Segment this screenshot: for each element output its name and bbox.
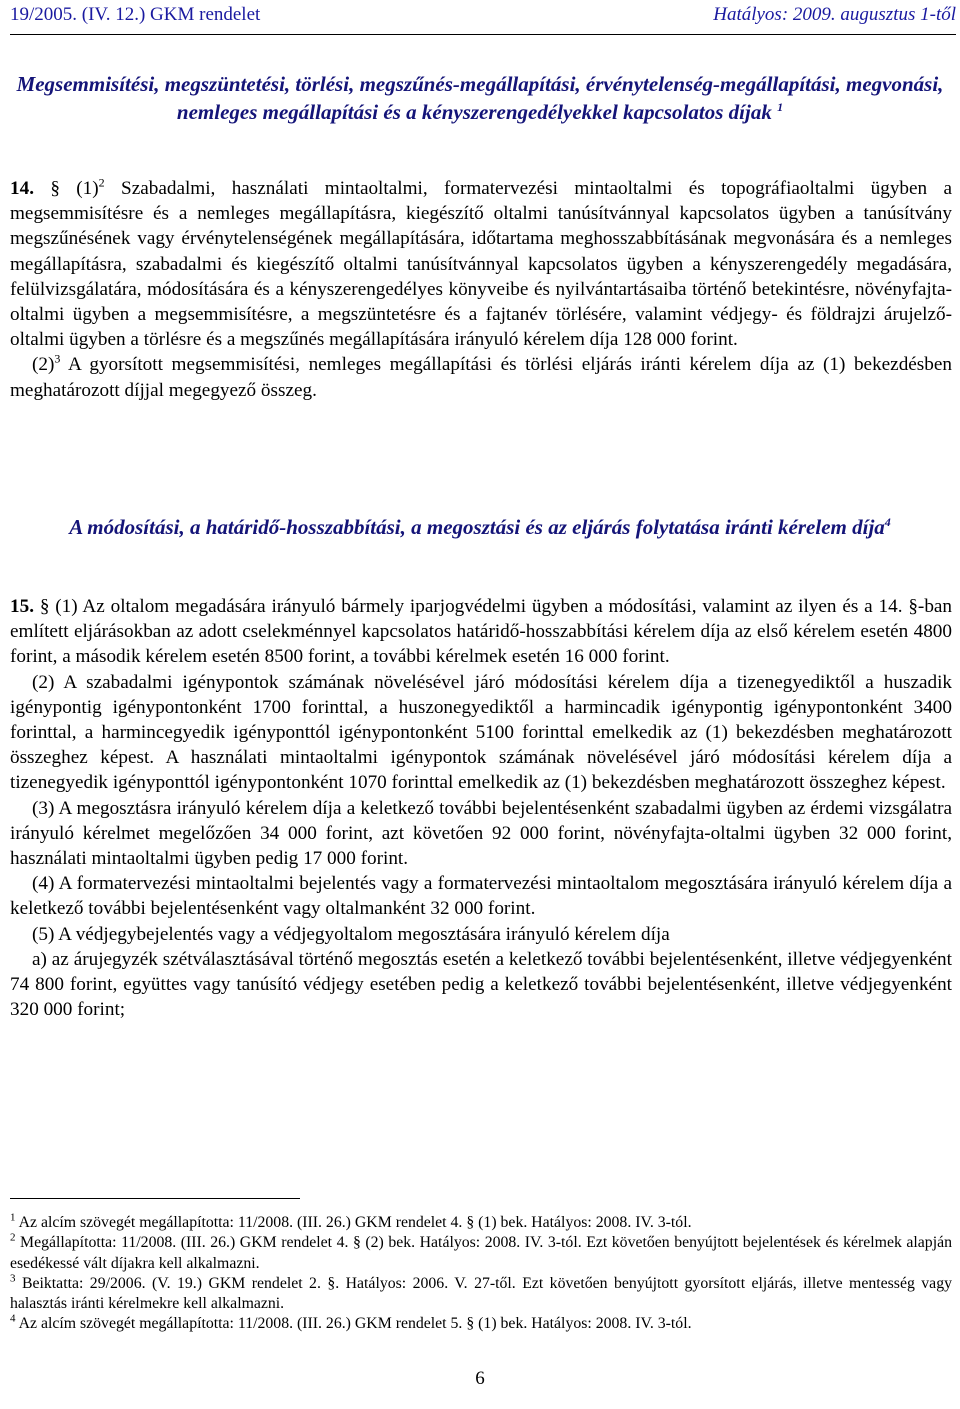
subsection-label: (2) [32,354,55,376]
footnote-separator [10,1198,300,1199]
footnote-text: Megállapította: 11/2008. (III. 26.) GKM rendelet 4. § (2) bek. Hatályos: 2008. IV. 3-tól. Ezt követően benyújtott bejelentések és kérelmek alapján esedékessé vált díjakra kell alkalmazni. [10,1234,952,1272]
paragraph-15-point-a: a) az árujegyzék szétválasztásával történő megosztás esetén a keletkező további bejelentésenként, illetve védjegyenként 74 800 forint, együttes vagy tanúsító védjegy esetében pedig a keletkező további bejelentésenként, illetve védjegyenként 320 000 forint; [10,948,952,1021]
footnote-ref[interactable]: 4 [884,515,891,529]
section-sign: § [50,178,60,199]
header-regulation-id: 19/2005. (IV. 12.) GKM rendelet [10,4,261,25]
footnote-text: Az alcím szövegét megállapította: 11/2008. (III. 26.) GKM rendelet 5. § (1) bek. Hatályos: 2008. IV. 3-tól. [18,1315,692,1333]
section-title-annulment-fees [10,70,950,126]
footnotes [10,1213,952,1335]
footnote-number: 2 [10,1232,16,1245]
section-title-modification-fees [10,513,950,541]
paragraph-number: 14. [10,178,34,199]
paragraph-14 [10,176,952,403]
header-effective-date: Hatályos: 2009. augusztus 1-től [713,4,956,25]
footnote-text: Az alcím szövegét megállapította: 11/2008. (III. 26.) GKM rendelet 4. § (1) bek. Hatályos: 2008. IV. 3-tól. [18,1214,692,1231]
paragraph-15-subsection-2: (2) A szabadalmi igénypontok számának növelésével járó módosítási kérelem díja a tizenegyediktől a huszadik igénypontig igénypontonként 1700 forinttal, a huszonegyediktől a harmincadik igénypontig igénypontonként 3400 forinttal, a harmincegyedik igényponttól igénypontonként 5100 forinttal emelkedik az (1) bekezdésben meghatározott összeghez képest. A használati mintaoltalmi igénypontok számának növelésével járó módosítási kérelem díja a tizenegyedik igényponttól igénypontonként 1070 forinttal emelkedik az (1) bekezdésben meghatározott összeghez képest. [10,671,952,794]
footnote-ref[interactable]: 3 [54,352,61,367]
footnote-ref[interactable]: 1 [777,100,784,114]
footnote-number: 3 [10,1272,16,1285]
paragraph-15 [10,594,952,1022]
footnote-number: 4 [10,1313,16,1326]
subsection-text: Szabadalmi, használati mintaoltalmi, formatervezési mintaoltalmi és topográfiaoltalmi ügyben a megsemmisítésre és a nemleges megállapításra, kiegészítő oltalmi tanúsítvánnyal kapcsolatos ügyben a tanúsítvány megszűnésének vagy érvénytelenségének megállapítására, időtartama meghosszabbításának megvonására és a nemleges megállapításra, szabadalmi és kiegészítő oltalmi tanúsítvánnyal kapcsolatos ügyben a kényszerengedély megadására, felülvizsgálatára, módosítására és a kényszerengedélyes könyveibe és nyilvántartásaiba történő betekintésre, növényfajta-oltalmi ügyben a megsemmisítésre, a megszüntetésre és a fajtanév törlésére, valamint védjegy- és földrajzi árujelző-oltalmi ügyben a törlésre és a megszűnés megállapítására irányuló kérelem díja 128 000 forint. [10,178,952,351]
subsection-label: (1) [76,178,99,199]
footnote-3 [10,1274,952,1315]
footnote-2 [10,1233,952,1274]
paragraph-14-subsection-2 [10,352,952,402]
page-header [10,0,956,35]
section-title-text: A módosítási, a határidő-hosszabbítási, a megosztási és az eljárás folytatása iránti kérelem díja [69,515,885,539]
footnote-text: Beiktatta: 29/2006. (V. 19.) GKM rendelet 2. §. Hatályos: 2006. V. 27-től. Ezt követően benyújtott gyorsított eljárás, illetve mentesség vagy halasztás iránti kérelmekre kell alkalmazni. [10,1274,952,1313]
section-sign: § [39,596,50,617]
paragraph-number: 15. [10,596,34,617]
paragraph-15-subsection-3: (3) A megosztásra irányuló kérelem díja a keletkező további bejelentésenként szabadalmi ügyben az érdemi vizsgálatra irányuló kérelmet megelőzően 34 000 forint, azt követően 92 000 forint, növényfajta-oltalmi ügyben 32 000 forint, használati mintaoltalmi ügyben pedig 17 000 forint. [10,797,952,870]
footnote-1 [10,1213,952,1233]
footnote-number: 1 [10,1211,16,1224]
subsection-text: A gyorsított megsemmisítési, nemleges megállapítási és törlési eljárás iránti kérelem díja az (1) bekezdésben meghatározott díjjal megegyező összeg. [10,354,952,401]
paragraph-15-subsection-5: (5) A védjegybejelentés vagy a védjegyoltalom megosztására irányuló kérelem díja [32,923,670,945]
page-number: 6 [475,1368,485,1389]
footnote-ref[interactable]: 2 [98,175,105,190]
paragraph-14-subsection-1 [10,176,952,352]
subsection-text: (1) Az oltalom megadására irányuló bármely iparjogvédelmi ügyben a módosítási, valamint az ilyen és a 14. §-ban említett eljárásokban az adott cselekménnyel kapcsolatos határidő-hosszabbítási kérelem díja az első kérelem esetén 4800 forint, a második kérelem esetén 8500 forint, a további kérelmek esetén 16 000 forint. [10,596,953,668]
paragraph-15-subsection-1 [10,594,952,670]
section-title-text: Megsemmisítési, megszüntetési, törlési, megszűnés-megállapítási, érvénytelenség-megállapítási, megvonási, nemleges megállapítási és a kényszerengedélyekkel kapcsolatos díjak [16,72,944,124]
paragraph-15-subsection-4: (4) A formatervezési mintaoltalmi bejelentés vagy a formatervezési mintaoltalom megosztására irányuló kérelem díja a keletkező további bejelentésenként vagy oltalmanként 32 000 forint. [10,873,952,920]
footnote-4 [10,1314,952,1334]
